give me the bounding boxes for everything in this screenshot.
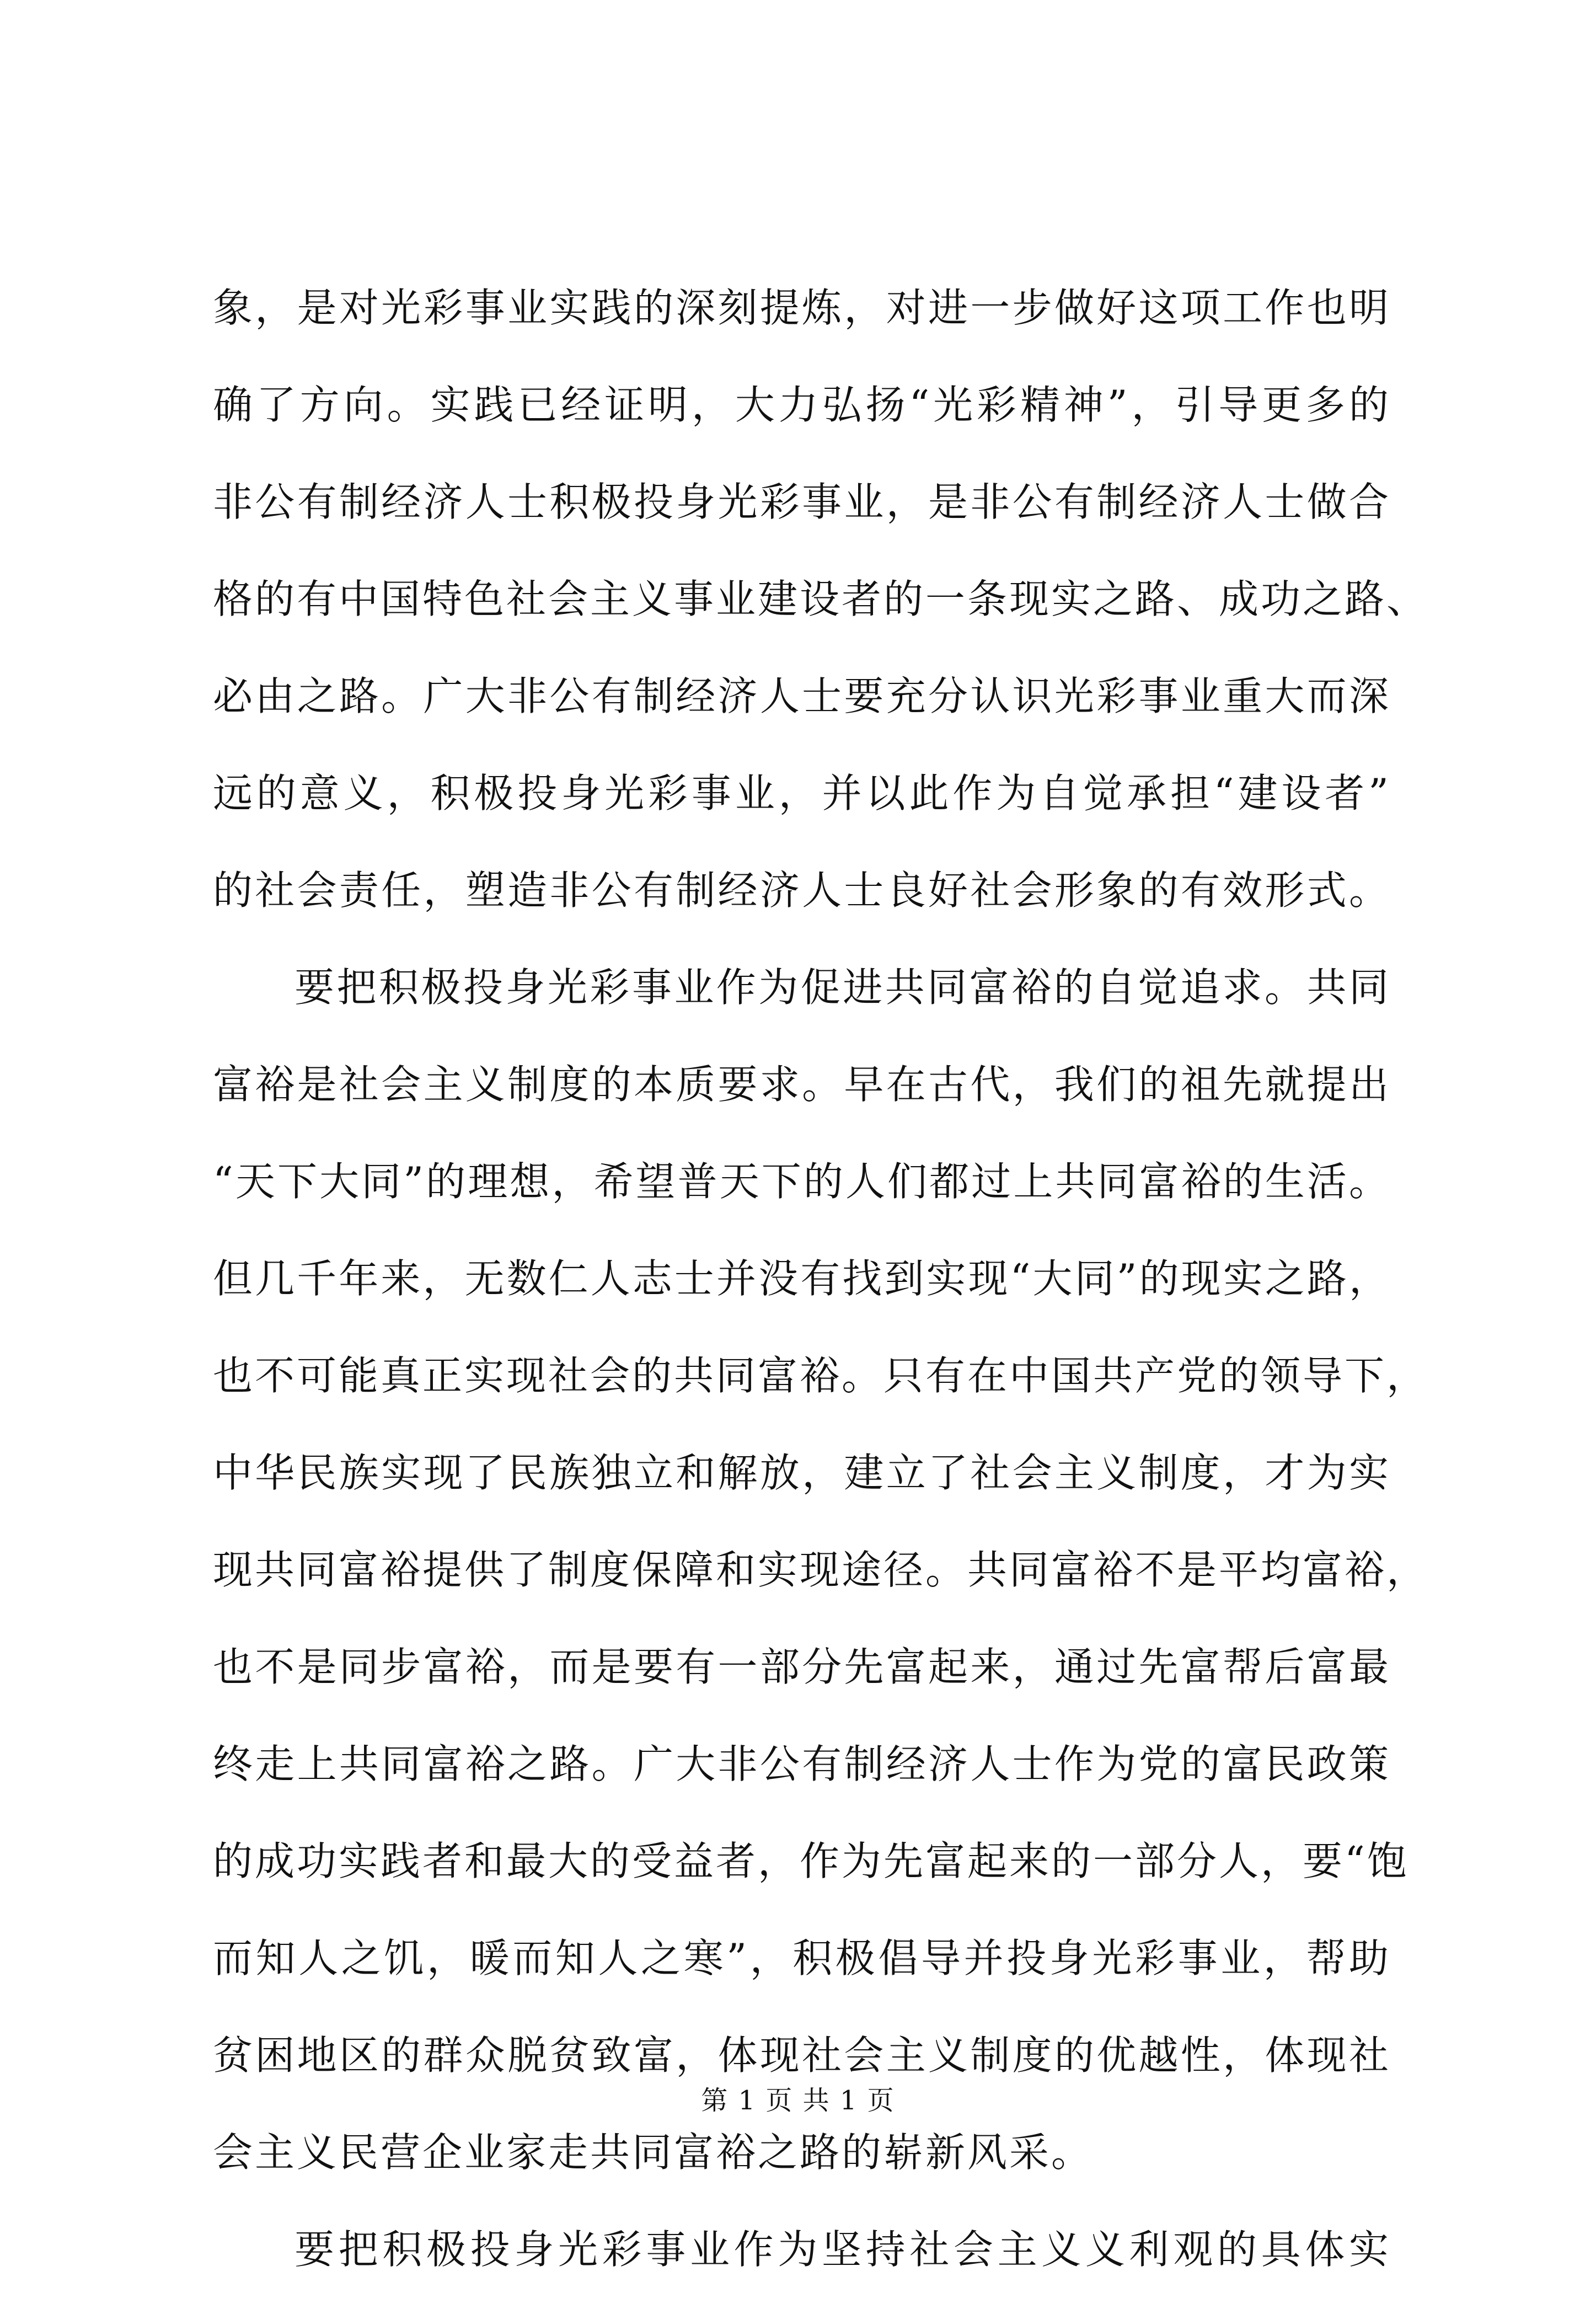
text-line: 而知人之饥，暖而知人之寒”，积极倡导并投身光彩事业，帮助 (213, 1935, 1391, 1981)
text-line: 象，是对光彩事业实践的深刻提炼，对进一步做好这项工作也明 (213, 285, 1391, 331)
text-line: 远的意义，积极投身光彩事业，并以此作为自觉承担“建设者” (213, 770, 1391, 816)
text-line: 的成功实践者和最大的受益者，作为先富起来的一部分人，要“饱 (213, 1838, 1409, 1884)
text-line: 也不是同步富裕，而是要有一部分先富起来，通过先富帮后富最 (213, 1644, 1391, 1690)
body-text (213, 259, 1429, 2298)
text-line: 必由之路。广大非公有制经济人士要充分认识光彩事业重大而深 (213, 673, 1391, 719)
text-line: 终走上共同富裕之路。广大非公有制经济人士作为党的富民政策 (213, 1741, 1391, 1787)
text-line: 非公有制经济人士积极投身光彩事业，是非公有制经济人士做合 (213, 479, 1391, 525)
text-line: 现共同富裕提供了制度保障和实现途径。共同富裕不是平均富裕， (213, 1547, 1429, 1593)
paragraph-start-line: 要把积极投身光彩事业作为促进共同富裕的自觉追求。共同 (294, 964, 1391, 1011)
paragraph-end-line: 会主义民营企业家走共同富裕之路的崭新风采。 (213, 2129, 1094, 2176)
text-line: 贫困地区的群众脱贫致富，体现社会主义制度的优越性，体现社 (213, 2032, 1391, 2078)
paragraph-start-line: 要把积极投身光彩事业作为坚持社会主义义利观的具体实 (294, 2226, 1391, 2273)
text-line: 也不可能真正实现社会的共同富裕。只有在中国共产党的领导下， (213, 1353, 1429, 1399)
text-line: 但几千年来，无数仁人志士并没有找到实现“大同”的现实之路， (213, 1255, 1391, 1302)
text-line: 富裕是社会主义制度的本质要求。早在古代，我们的祖先就提出 (213, 1061, 1391, 1108)
text-line: 确了方向。实践已经证明，大力弘扬“光彩精神”，引导更多的 (213, 382, 1391, 428)
text-line: 格的有中国特色社会主义事业建设者的一条现实之路、成功之路、 (213, 576, 1429, 622)
text-line: “天下大同”的理想，希望普天下的人们都过上共同富裕的生活。 (213, 1158, 1391, 1205)
text-line: 的社会责任，塑造非公有制经济人士良好社会形象的有效形式。 (213, 867, 1391, 913)
text-line: 中华民族实现了民族独立和解放，建立了社会主义制度，才为实 (213, 1450, 1391, 1496)
page-footer: 第 1 页 共 1 页 (701, 2085, 895, 2116)
